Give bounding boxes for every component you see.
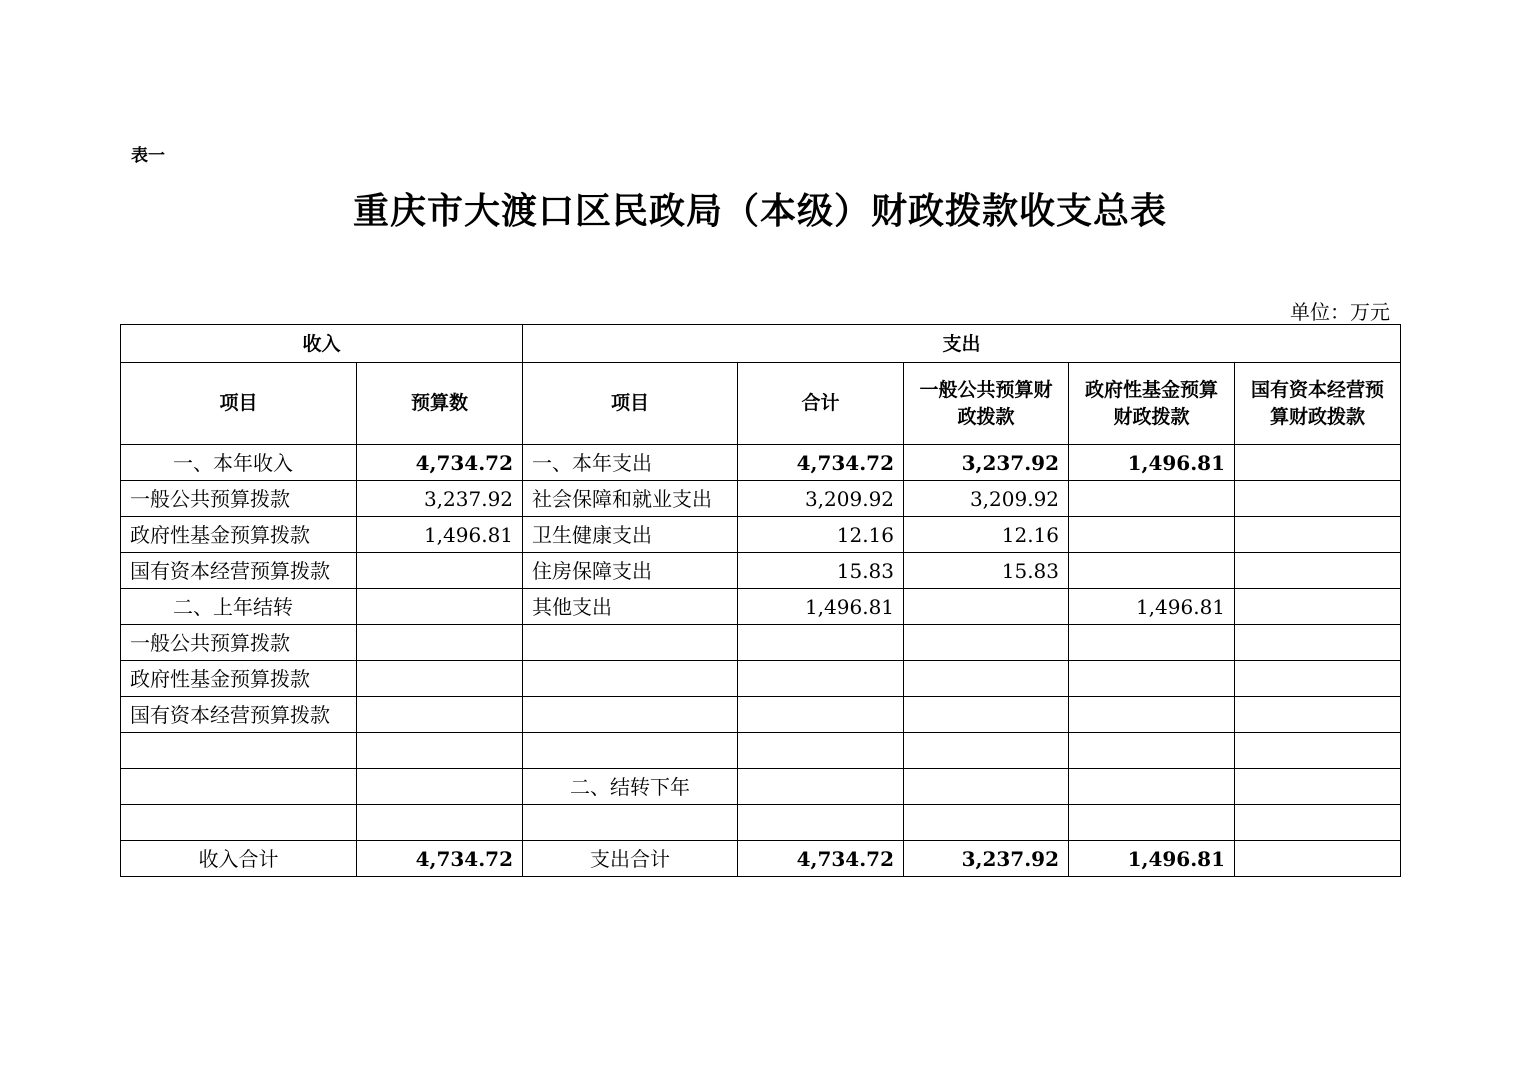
expense-total-sum: 4,734.72 bbox=[738, 841, 904, 877]
expense-total bbox=[738, 625, 904, 661]
table-row bbox=[121, 805, 1401, 841]
table-row bbox=[121, 553, 1401, 589]
header-total: 合计 bbox=[738, 363, 904, 445]
expense-general bbox=[904, 589, 1069, 625]
expense-total: 4,734.72 bbox=[738, 445, 904, 481]
expense-total bbox=[738, 697, 904, 733]
expense-fund bbox=[1069, 733, 1235, 769]
expense-total bbox=[738, 805, 904, 841]
expense-general bbox=[904, 625, 1069, 661]
expense-fund bbox=[1069, 517, 1235, 553]
header-income-item: 项目 bbox=[121, 363, 357, 445]
table-row bbox=[121, 697, 1401, 733]
income-value: 3,237.92 bbox=[357, 481, 523, 517]
table-label: 表一 bbox=[131, 146, 165, 166]
header-income-budget: 预算数 bbox=[357, 363, 523, 445]
expense-capital bbox=[1235, 733, 1401, 769]
expense-item bbox=[523, 805, 738, 841]
expense-fund: 1,496.81 bbox=[1069, 589, 1235, 625]
expense-total-general: 3,237.92 bbox=[904, 841, 1069, 877]
expense-capital bbox=[1235, 697, 1401, 733]
expense-capital bbox=[1235, 805, 1401, 841]
table-row bbox=[121, 589, 1401, 625]
table-row bbox=[121, 769, 1401, 805]
income-item: 政府性基金预算拨款 bbox=[121, 517, 357, 553]
expense-total-label: 支出合计 bbox=[523, 841, 738, 877]
income-item: 二、上年结转 bbox=[121, 589, 357, 625]
income-value bbox=[357, 553, 523, 589]
income-item: 国有资本经营预算拨款 bbox=[121, 553, 357, 589]
expense-capital bbox=[1235, 517, 1401, 553]
expense-capital bbox=[1235, 481, 1401, 517]
income-item bbox=[121, 769, 357, 805]
expense-general bbox=[904, 805, 1069, 841]
budget-table bbox=[120, 324, 1401, 877]
header-row-columns bbox=[121, 363, 1401, 445]
header-expense: 支出 bbox=[523, 325, 1401, 363]
income-value bbox=[357, 661, 523, 697]
table-row bbox=[121, 445, 1401, 481]
expense-total: 1,496.81 bbox=[738, 589, 904, 625]
expense-total: 15.83 bbox=[738, 553, 904, 589]
income-value: 1,496.81 bbox=[357, 517, 523, 553]
expense-item: 一、本年支出 bbox=[523, 445, 738, 481]
expense-general: 3,209.92 bbox=[904, 481, 1069, 517]
income-value bbox=[357, 589, 523, 625]
income-value bbox=[357, 769, 523, 805]
expense-capital bbox=[1235, 661, 1401, 697]
expense-capital bbox=[1235, 769, 1401, 805]
expense-general bbox=[904, 697, 1069, 733]
expense-capital bbox=[1235, 589, 1401, 625]
expense-item bbox=[523, 661, 738, 697]
expense-fund bbox=[1069, 553, 1235, 589]
table-row-total bbox=[121, 841, 1401, 877]
income-value: 4,734.72 bbox=[357, 445, 523, 481]
expense-general: 12.16 bbox=[904, 517, 1069, 553]
header-gov-fund: 政府性基金预算财政拨款 bbox=[1069, 363, 1235, 445]
income-value bbox=[357, 805, 523, 841]
expense-fund: 1,496.81 bbox=[1069, 445, 1235, 481]
expense-item bbox=[523, 625, 738, 661]
header-general-budget: 一般公共预算财政拨款 bbox=[904, 363, 1069, 445]
table-row bbox=[121, 733, 1401, 769]
expense-total bbox=[738, 769, 904, 805]
unit-label: 单位：万元 bbox=[1290, 300, 1390, 324]
expense-fund bbox=[1069, 481, 1235, 517]
expense-fund bbox=[1069, 805, 1235, 841]
expense-item bbox=[523, 697, 738, 733]
income-value bbox=[357, 625, 523, 661]
expense-capital bbox=[1235, 625, 1401, 661]
income-value bbox=[357, 697, 523, 733]
expense-total bbox=[738, 661, 904, 697]
header-row-group bbox=[121, 325, 1401, 363]
expense-general bbox=[904, 661, 1069, 697]
expense-item: 住房保障支出 bbox=[523, 553, 738, 589]
expense-total bbox=[738, 733, 904, 769]
header-state-capital: 国有资本经营预算财政拨款 bbox=[1235, 363, 1401, 445]
table-row bbox=[121, 481, 1401, 517]
income-item: 国有资本经营预算拨款 bbox=[121, 697, 357, 733]
expense-total-capital bbox=[1235, 841, 1401, 877]
table-row bbox=[121, 517, 1401, 553]
income-item bbox=[121, 805, 357, 841]
expense-fund bbox=[1069, 769, 1235, 805]
income-item: 一般公共预算拨款 bbox=[121, 481, 357, 517]
table-row bbox=[121, 661, 1401, 697]
expense-general: 15.83 bbox=[904, 553, 1069, 589]
income-total-value: 4,734.72 bbox=[357, 841, 523, 877]
expense-fund bbox=[1069, 625, 1235, 661]
income-item: 一、本年收入 bbox=[121, 445, 357, 481]
income-item: 一般公共预算拨款 bbox=[121, 625, 357, 661]
income-item bbox=[121, 733, 357, 769]
income-total-label: 收入合计 bbox=[121, 841, 357, 877]
expense-item: 其他支出 bbox=[523, 589, 738, 625]
expense-item: 二、结转下年 bbox=[523, 769, 738, 805]
expense-fund bbox=[1069, 661, 1235, 697]
expense-item: 卫生健康支出 bbox=[523, 517, 738, 553]
expense-total: 12.16 bbox=[738, 517, 904, 553]
expense-total: 3,209.92 bbox=[738, 481, 904, 517]
page-title: 重庆市大渡口区民政局（本级）财政拨款收支总表 bbox=[352, 190, 1167, 232]
expense-capital bbox=[1235, 445, 1401, 481]
table-row bbox=[121, 625, 1401, 661]
expense-item: 社会保障和就业支出 bbox=[523, 481, 738, 517]
income-value bbox=[357, 733, 523, 769]
header-expense-item: 项目 bbox=[523, 363, 738, 445]
expense-item bbox=[523, 733, 738, 769]
expense-capital bbox=[1235, 553, 1401, 589]
expense-general bbox=[904, 733, 1069, 769]
header-income: 收入 bbox=[121, 325, 523, 363]
income-item: 政府性基金预算拨款 bbox=[121, 661, 357, 697]
expense-general bbox=[904, 769, 1069, 805]
expense-total-fund: 1,496.81 bbox=[1069, 841, 1235, 877]
expense-general: 3,237.92 bbox=[904, 445, 1069, 481]
expense-fund bbox=[1069, 697, 1235, 733]
